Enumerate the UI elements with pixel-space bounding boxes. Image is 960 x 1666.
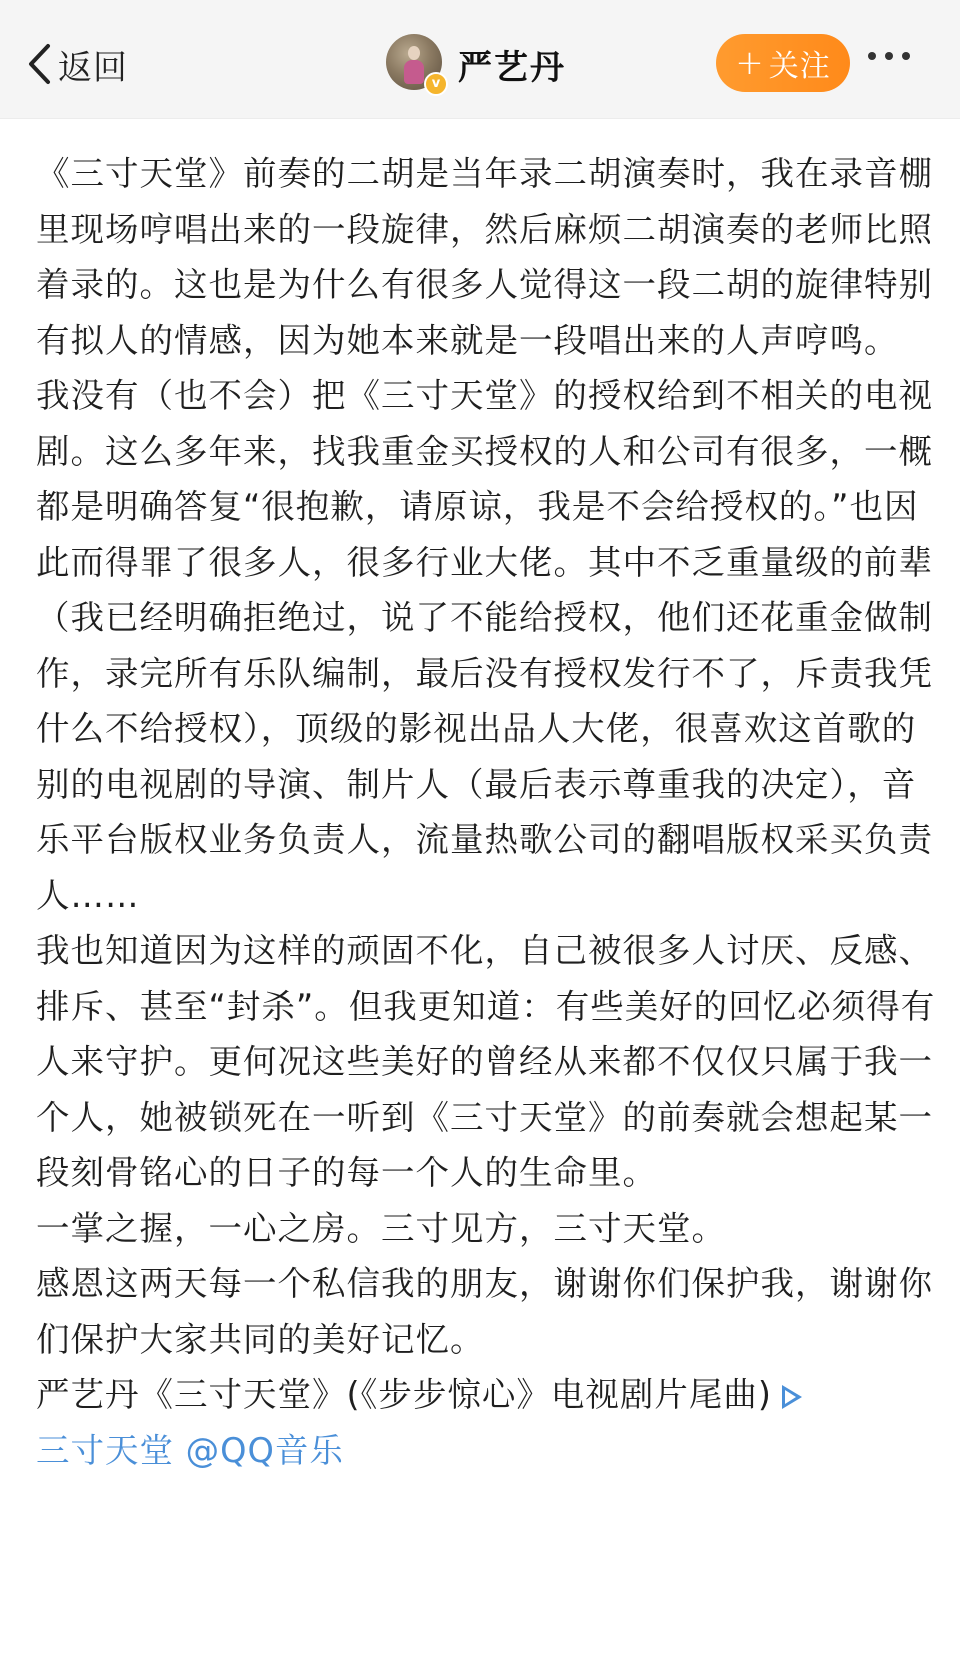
follow-button[interactable] bbox=[716, 34, 850, 92]
post-paragraph: 一掌之握，一心之房。三寸见方，三寸天堂。 bbox=[36, 1208, 726, 1248]
more-options-icon[interactable] bbox=[868, 52, 910, 60]
verified-badge-icon: v bbox=[424, 72, 448, 96]
chevron-left-icon bbox=[26, 42, 52, 86]
play-icon[interactable] bbox=[782, 1385, 802, 1409]
top-navigation-bar bbox=[0, 0, 960, 119]
username[interactable]: 严艺丹 bbox=[458, 48, 566, 88]
plus-icon: + bbox=[735, 43, 765, 83]
post-paragraph: 感恩这两天每一个私信我的朋友，谢谢你们保护我，谢谢你们保护大家共同的美好记忆。 bbox=[36, 1264, 933, 1359]
back-label: 返回 bbox=[58, 47, 128, 88]
music-info-line bbox=[36, 1367, 936, 1423]
follow-label: 关注 bbox=[768, 49, 831, 84]
post-paragraph: 我也知道因为这样的顽固不化，自己被很多人讨厌、反感、排斥、甚至“封杀”。但我更知道：有些美好的回忆必须得有人来守护。更何况这些美好的曾经从来都不仅仅只属于我一个人，她被锁死在一听到《三寸天堂》的前奏就会想起某一段刻骨铭心的日子的每一个人的生命里。 bbox=[36, 931, 936, 1192]
music-title-text: 严艺丹《三寸天堂》(《步步惊心》电视剧片尾曲) bbox=[36, 1375, 772, 1414]
back-button[interactable] bbox=[26, 38, 128, 90]
qq-music-link[interactable]: @QQ音乐 bbox=[185, 1430, 344, 1470]
post-body bbox=[36, 146, 936, 1478]
song-link[interactable]: 三寸天堂 bbox=[36, 1430, 174, 1470]
post-paragraph: 《三寸天堂》前奏的二胡是当年录二胡演奏时，我在录音棚里现场哼唱出来的一段旋律，然后麻烦二胡演奏的老师比照着录的。这也是为什么有很多人觉得这一段二胡的旋律特别有拟人的情感，因为她本来就是一段唱出来的人声哼鸣。 bbox=[36, 154, 933, 360]
post-paragraph: 我没有（也不会）把《三寸天堂》的授权给到不相关的电视剧。这么多年来，找我重金买授权的人和公司有很多，一概都是明确答复“很抱歉，请原谅，我是不会给授权的。”也因此而得罪了很多人，很多行业大佬。其中不乏重量级的前辈（我已经明确拒绝过，说了不能给授权，他们还花重金做制作，录完所有乐队编制，最后没有授权发行不了，斥责我凭什么不给授权），顶级的影视出品人大佬，很喜欢这首歌的别的电视剧的导演、制片人（最后表示尊重我的决定），音乐平台版权业务负责人，流量热歌公司的翻唱版权采买负责人…… bbox=[36, 376, 933, 915]
music-link-line bbox=[36, 1423, 936, 1479]
